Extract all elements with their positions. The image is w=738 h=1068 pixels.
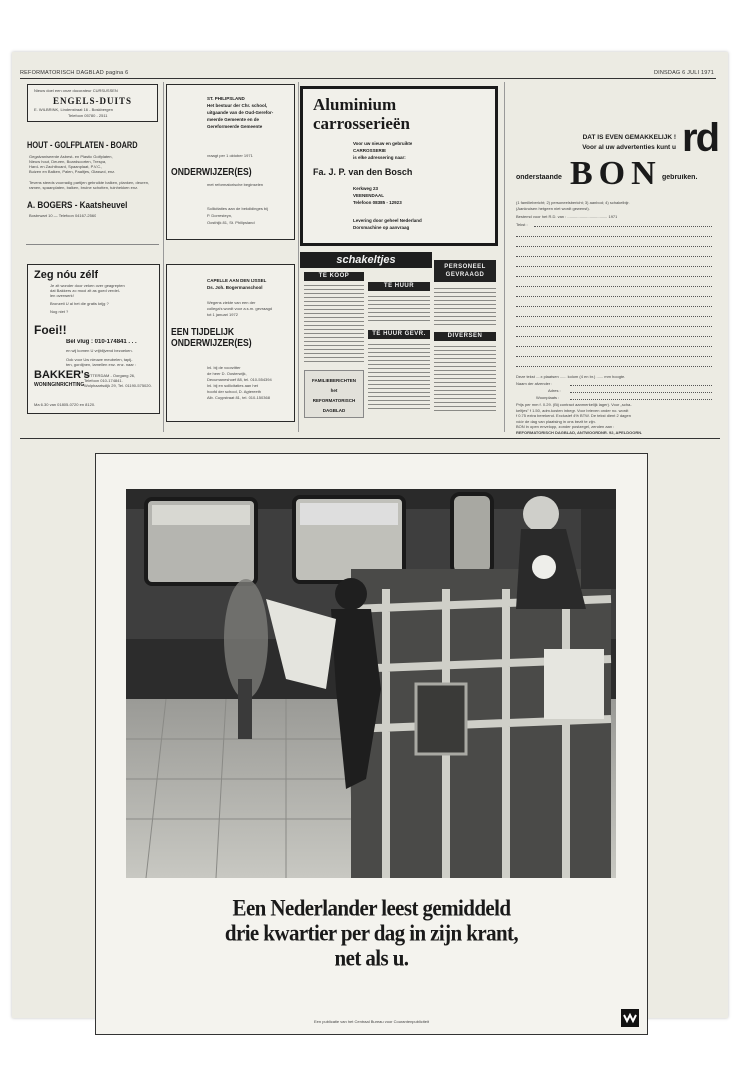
coupon-plaatsen: Deze tekst ....x plaatsen ...... kolom (4 en br.) ...... mm hoogte.	[516, 374, 626, 379]
ad-address: Bosbrwart 10 — Telefoon 04167-2560	[29, 213, 97, 218]
coupon-headline: DAT IS EVEN GEMAKKELIJK !	[582, 134, 676, 141]
classified-text-block	[368, 296, 430, 324]
ad-body: Je zit wonder door veken over geagrepten dat Bakkers zo mooi zit as goed verdel- len overwerk! Bronzeti U al het die gratis krijg ? Nog niet ?	[50, 283, 125, 314]
ad-text: is elke adressering naar:	[353, 155, 406, 160]
classifieds-title: schakeltjes	[300, 252, 432, 268]
coupon-line	[516, 356, 712, 357]
coupon-line	[516, 276, 712, 277]
ad-st-philipsland	[166, 84, 295, 240]
poster-advertisement	[95, 453, 648, 1035]
ad-footer: Levering door geheel Nederland Dorsmachine op aanvraag	[353, 218, 422, 230]
ad-bakkers	[27, 264, 160, 414]
page-header-date: DINSDAG 6 JULI 1971	[653, 70, 714, 76]
ad-text: Nieuw doel een onze docorateur CURSUSSEN	[34, 88, 118, 93]
poster-photo	[126, 489, 616, 878]
ad-text: CARROSSERIE	[353, 148, 387, 153]
ad-engels-duits	[27, 84, 158, 122]
classified-text-block	[304, 285, 364, 365]
ad-title: HOUT - GOLFPLATEN - BOARD	[27, 140, 138, 150]
ad-title: ONDERWIJZER(ES)	[171, 167, 252, 178]
classified-text-block	[434, 346, 496, 414]
section-personeel-gevraagd: PERSONEEL GEVRAAGD	[434, 260, 496, 282]
ad-company-name: Fa. J. P. van den Bosch	[313, 167, 413, 177]
coupon-line	[516, 256, 712, 257]
poster-footer: Een publicatie van het Centraal Bureau voor Courantenpubliciteit	[314, 1019, 429, 1024]
coupon-text: gebruiken.	[662, 174, 698, 181]
ad-address: Kerkweg 23 VEENENDAAL Telefoon 08385 - 12923	[353, 186, 402, 205]
ad-foei: Foei!!	[34, 323, 67, 337]
coupon-text: onderstaande	[516, 174, 562, 181]
coupon-line	[516, 246, 712, 247]
ad-text: en wij komen U vrijblijvend bezoeken.	[66, 348, 133, 353]
ad-title: Zeg nóu zélf	[34, 269, 99, 281]
ad-body: Gegalvaniseerde Asbest- en Plastic Golfplaten, Nieuw hout, Deuren, Boardsoorten, Trespa, Hard- en Zachtboard, Spaanplaat, P.V.C., Buizen en Balken, Palen, Paaltjes, Glaswol, enz.	[29, 154, 116, 174]
coupon-bestemd-field: Bestemd voor het R.D. van : .................................... 1971	[516, 214, 618, 219]
ad-body: Ook voor Uw nieuwe meubelen, tapij- ten, gordijnen, lamellen enz. enz. naar :	[66, 357, 137, 367]
coupon-line	[570, 399, 712, 400]
ad-text: met reformatorische beginselen	[207, 182, 264, 187]
ad-footer: Inl. bij de voorzitter de heer D. Oosterwijk, Decumaneshoef 88, tel. 010-554394 Inl. bij en sollicitaties aan het hoofd der school, D. Agtereeth Alb. Cuypstraat 81, tel. 010-150368	[207, 365, 272, 400]
classifieds-section	[300, 252, 498, 432]
ad-body: Wegens ziekte van een der collega's wordt voor a.s.m. gevraagd tot 1 januari 1972	[207, 300, 273, 317]
section-te-koop: TE KOOP	[304, 272, 364, 281]
coupon-line	[516, 366, 712, 367]
ad-address: ROTTERDAM - Oorgang 26, Telefoon 010-174841. Wolphaartsdijk 29, Tel. 01190-575020.	[84, 373, 152, 388]
coupon-bon-word: BON	[570, 156, 662, 192]
advertisement-coupon	[510, 112, 722, 412]
section-rule	[20, 438, 720, 439]
ad-body: Tevens steeds voorradig partijen gebruikte balken, planken, deuren, ramen, spaanplaten, balken, bruine schotten, tuinhekken enz.	[29, 180, 150, 190]
section-te-huur-gevraagd: TE HUUR GEVR.	[368, 330, 430, 339]
ad-aluminium	[300, 86, 498, 246]
publisher-logo-icon	[621, 1009, 639, 1027]
ad-text: vraagt per 1 oktober 1971	[207, 153, 253, 158]
ad-hout-golfplaten	[27, 140, 161, 240]
page-header-left: REFORMATORISCH DAGBLAD pagina 6	[20, 70, 129, 76]
coupon-prices: Prijs per mm f. 0.29. (Bij contract aanmerkelijk lager). Voor „scha- keltjes" f 1.50, adm.kosten inbegr. Voor brieven onder no. wordt f 0.75 extra berekend. Exclusief 4% BTW. De tekst dient 2 dagen vóór de dag van plaatsing in ons bezit te zijn. BON in open envelopp, zonder postzegel, zenden aan : REFORMATORISCH DAGBLAD, ANTWOORDNR. 92, APELDOORN.	[516, 402, 643, 435]
classified-text-block	[368, 344, 430, 412]
coupon-line	[516, 296, 712, 297]
coupon-line	[516, 336, 712, 337]
ad-capelle	[166, 264, 295, 422]
ad-text: E. WILBRINK, Lindenstraat 16 - Boskbergen	[34, 107, 113, 112]
coupon-line	[570, 392, 712, 393]
ad-title: EEN TIJDELIJK ONDERWIJZER(ES)	[171, 327, 252, 349]
header-rule	[20, 78, 716, 79]
coupon-tekst-label: Tekst :	[516, 222, 528, 227]
ad-company-name: BAKKER's	[34, 369, 90, 381]
column-divider	[504, 82, 505, 432]
coupon-rates: (Aankruisen hetgeen niet wordt gewenst).	[516, 206, 590, 211]
familieberichten-text: FAMILIEBERICHTEN het REFORMATORISCH DAGBLAD	[311, 378, 356, 413]
ad-phone: Bel vlug : 010-174841 . . .	[66, 339, 137, 345]
coupon-line	[516, 286, 712, 287]
poster-headline: Een Nederlander leest gemiddeld drie kwartier per dag in zijn krant, net als u.	[224, 895, 519, 971]
ad-footer: Sollicitaties aan de bekdidinges bij P. Dorresteyn, Oosthijk 81, St. Philipsland	[207, 206, 268, 225]
coupon-rates: (1 familiebericht; 2) personeelsbericht; 3) aanbod; 4) schakelbijr.	[516, 200, 630, 205]
ad-header: ST. PHILIPSLAND Het bestuur der Chr. school, uitgaande van de Oud-Gerefor- meerde Gemeente en de Gereformeerde Gemeente	[207, 96, 274, 129]
coupon-line	[516, 326, 712, 327]
coupon-line	[516, 346, 712, 347]
train-platform-photo	[126, 489, 616, 878]
ad-header: CAPELLE AAN DEN IJSSEL Ds. Joh. Bogermanschool	[207, 278, 267, 290]
coupon-line	[516, 266, 712, 267]
coupon-line	[516, 306, 712, 307]
ad-text: Voor uw nieuw en gebruikte	[353, 141, 413, 146]
coupon-line	[516, 236, 712, 237]
coupon-adres-label: Adres :	[548, 388, 561, 393]
classified-text-block	[434, 288, 496, 328]
section-diversen: DIVERSEN	[434, 332, 496, 341]
coupon-naam-label: Naam der afzender :	[516, 381, 553, 386]
ad-subtitle: WONINGINRICHTING	[34, 382, 85, 388]
ad-title: ENGELS-DUITS	[52, 96, 133, 106]
column-divider	[298, 82, 299, 432]
familieberichten-box	[304, 370, 364, 418]
ad-text: Telefoon 05780 - 2511	[68, 113, 108, 118]
coupon-woonplaats-label: Woonplaats :	[536, 395, 560, 400]
ad-title: Aluminium carrosserieën	[313, 95, 410, 133]
coupon-line	[534, 226, 712, 227]
rd-logo: rd	[682, 118, 718, 158]
section-te-huur: TE HUUR	[368, 282, 430, 291]
ad-text: Ma 6.30 van 01805-0720 en 8120.	[34, 402, 96, 407]
column-divider	[163, 82, 164, 432]
divider	[26, 244, 159, 245]
coupon-headline: Voor al uw advertenties kunt u	[582, 144, 676, 151]
newspaper-page	[12, 52, 728, 1024]
coupon-line	[570, 385, 712, 386]
ad-company-name: A. BOGERS - Kaatsheuvel	[27, 200, 128, 210]
coupon-line	[516, 316, 712, 317]
